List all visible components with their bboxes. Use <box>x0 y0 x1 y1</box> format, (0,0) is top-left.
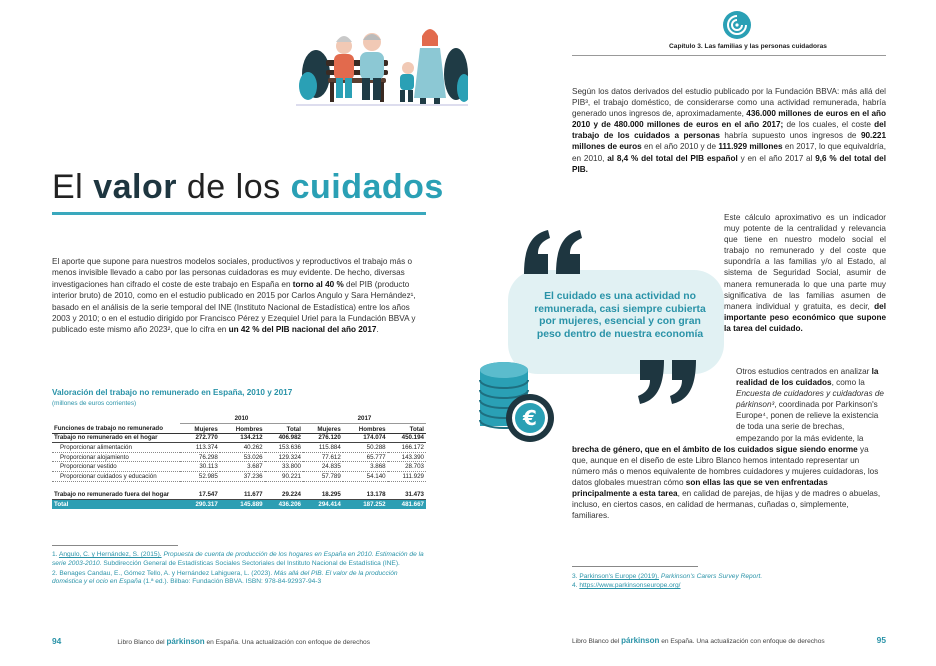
intro-text-2: del PIB (producto interior bruto) de 2010, como en el estudio publicado en 2015 por Carlos Angulo y Sara Hernández¹, basado en el análisis de la serie temporal del INE (Instituto Nacional de Estadística) entre los años 2003 y 2010; o en el estudio dirigido por Francisco Pérez y Ezequiel Uriel para la Fundación BBVA y publicado este mismo año 2023², que lo cifra en <box>52 279 416 335</box>
para1-bold: del trabajo de los cuidados a personas <box>572 120 887 141</box>
table-title: Valoración del trabajo no remunerado en España, 2010 y 2017 <box>52 388 293 397</box>
table-row <box>52 472 426 482</box>
footnote-rule <box>572 566 698 567</box>
para1-bold: al 8,4 % del total del PIB español <box>607 153 738 163</box>
title-rule <box>52 212 426 215</box>
table-subcol: Total <box>388 424 426 434</box>
table-row-label: Total <box>52 499 180 509</box>
intro-bold-2: un 42 % del PIB nacional del año 2017 <box>228 325 377 335</box>
table-cell: 37.236 <box>220 472 265 482</box>
table-cell: 3.868 <box>343 462 388 472</box>
footnotes-left <box>52 545 426 588</box>
table-cell: 54.140 <box>343 472 388 482</box>
table-cell: 28.703 <box>388 462 426 472</box>
table-row <box>52 462 426 472</box>
footnote-4-link[interactable]: https://www.parkinsonseurope.org/ <box>579 582 681 589</box>
table-cell: 3.687 <box>220 462 265 472</box>
para1-text: Según los datos derivados del estudio publicado por la Fundación BBVA: más allá del PIB³, el trabajo doméstico, de considerarse como una actividad remunerada, habría generado unos ingresos de, aproximadamente, <box>572 87 886 119</box>
footnote-4 <box>572 581 886 590</box>
table-cell: 481.667 <box>388 499 426 509</box>
table-cell: 129.324 <box>265 452 303 462</box>
table-subcol: Mujeres <box>180 424 220 434</box>
para1-bold: 9,6 % del total del PIB. <box>572 153 887 174</box>
table-cell: 115.884 <box>303 443 343 453</box>
para3-text: , como la <box>831 378 865 388</box>
footer-brand: párkinson <box>621 636 660 645</box>
data-table <box>52 414 426 509</box>
footer-left <box>52 636 442 646</box>
table-cell: 29.224 <box>265 481 303 499</box>
paragraph-1 <box>572 86 886 175</box>
title-part-2: valor <box>93 168 177 206</box>
table-row <box>52 433 426 443</box>
para1-text: de los cuales, el coste <box>783 120 875 130</box>
table-subcol: Hombres <box>343 424 388 434</box>
footer-text: Libro Blanco del <box>572 638 622 645</box>
page-number: 95 <box>876 635 886 645</box>
para3-text: , en calidad de parejas, de hijas y de madres o abuelas, incluso, en ciertos casos, en calidad de hermanas, cuñadas o, simplemente, familiares. <box>572 489 881 521</box>
para3-text: ya que, aunque en el diseño de este Libro Blanco hemos intentado representar un número más o menos equivalente de hombres cuidadores y mujeres cuidadoras, los datos globales muestran cómo <box>572 444 879 487</box>
table-cell: 436.206 <box>265 499 303 509</box>
footnote-number: 4. <box>572 582 580 589</box>
table-row-label: Trabajo no remunerado en el hogar <box>52 433 180 443</box>
footnote-3-title: Parkinson's Carers Survey Report. <box>660 573 763 580</box>
table-row <box>52 452 426 462</box>
page-title <box>52 168 444 207</box>
table-subcol: Mujeres <box>303 424 343 434</box>
spiral-logo-icon <box>722 10 752 40</box>
table-cell: 13.178 <box>343 481 388 499</box>
table-cell: 40.262 <box>220 443 265 453</box>
table-cell: 113.374 <box>180 443 220 453</box>
table-cell: 450.194 <box>388 433 426 443</box>
coins-float-space <box>572 366 736 442</box>
table-cell: 11.677 <box>220 481 265 499</box>
chapter-rule <box>572 55 886 56</box>
table-row-label: Proporcionar alimentación <box>52 443 180 453</box>
title-part-3: de los <box>176 168 291 206</box>
title-part-4: cuidados <box>290 168 444 206</box>
footnote-number: 2. <box>52 569 60 577</box>
table-year-2010: 2010 <box>180 414 303 424</box>
footnote-2-rest: (1.ª ed.). Bilbao: Fundación BBVA. ISBN: 978-84-92937-94-3 <box>143 578 322 586</box>
table-col-header: Funciones de trabajo no remunerado <box>52 414 180 433</box>
table-cell: 272.770 <box>180 433 220 443</box>
para1-text: y en el año 2017 al <box>737 153 816 163</box>
footnote-2-authors: Benages Candau, E., Gómez Tello, A. y Hernández Lahiguera, L. (2023). <box>59 569 273 577</box>
footnote-1-title: Propuesta de cuenta de producción de los hogares en España en 2010. Estimación de la serie 2003-2010. <box>52 551 424 567</box>
para3-text: , coordinada por Parkinson's Europe⁴, ponen de relieve la existencia de toda una serie de brechas, empezando por la más evidente, la <box>736 400 879 443</box>
table-cell: 24.835 <box>303 462 343 472</box>
table-cell: 166.172 <box>388 443 426 453</box>
footnote-2 <box>52 570 426 588</box>
table-row-label: Proporcionar vestido <box>52 462 180 472</box>
table-subcol: Hombres <box>220 424 265 434</box>
table-cell: 77.612 <box>303 452 343 462</box>
page-number: 94 <box>52 636 62 646</box>
para3-bold: la realidad de los cuidados <box>736 367 879 388</box>
table-cell: 294.414 <box>303 499 343 509</box>
table-subcol: Total <box>265 424 303 434</box>
para1-bold: 111.929 millones <box>718 142 783 152</box>
paragraph-3 <box>572 366 886 521</box>
footer-brand: párkinson <box>166 637 205 646</box>
right-page <box>468 0 936 666</box>
table-cell: 111.929 <box>388 472 426 482</box>
table-cell: 290.317 <box>180 499 220 509</box>
footnote-2-title: Más allá del PIB. El valor de la producción doméstica y el ocio en España <box>52 569 398 586</box>
para1-text: habría supuesto unos ingresos de <box>719 131 861 141</box>
table-cell: 90.221 <box>265 472 303 482</box>
intro-bold-1: torno al 40 % <box>292 279 344 289</box>
table-row-label: Trabajo no remunerado fuera del hogar <box>52 481 180 499</box>
para3-bold: brecha de género, que en el ámbito de los cuidados sigue siendo enorme <box>572 444 858 454</box>
table-row <box>52 443 426 453</box>
table-cell: 17.547 <box>180 481 220 499</box>
table-row <box>52 499 426 509</box>
footer-text: Libro Blanco del <box>117 639 167 646</box>
footer-text: en España. Una actualización con enfoque de derechos <box>659 638 825 645</box>
quote-open-icon <box>520 226 584 278</box>
table-cell: 143.390 <box>388 452 426 462</box>
table-body <box>52 433 426 509</box>
intro-text-1: El aporte que supone para nuestros modelos sociales, productivos y reproductivos el trabajo más o menos invisible llevado a cabo por las personas cuidadoras es muy evidente. De hecho, diversas investigaciones han cifrado el coste de este trabajo en España en <box>52 257 412 289</box>
table-cell: 76.298 <box>180 452 220 462</box>
para2-bold: del importante peso económico que supone la tarea del cuidado. <box>724 301 886 333</box>
footer-right <box>572 636 886 645</box>
table-year-2017: 2017 <box>303 414 426 424</box>
pull-quote: El cuidado es una actividad no remunerada, casi siempre cubierta por mujeres, esencial y con gran peso dentro de nuestra economía <box>534 291 706 340</box>
chapter-title: Capítulo 3. Las familias y las personas cuidadoras <box>669 43 827 50</box>
table-cell: 174.074 <box>343 433 388 443</box>
table-row-label: Proporcionar alojamiento <box>52 452 180 462</box>
footnote-1 <box>52 551 426 569</box>
para3-text: Otros estudios centrados en analizar <box>736 367 872 376</box>
table-cell: 57.789 <box>303 472 343 482</box>
table-cell: 153.636 <box>265 443 303 453</box>
footnote-3 <box>572 572 886 581</box>
footnotes-right <box>572 566 886 590</box>
footer-text: en España. Una actualización con enfoque de derechos <box>204 639 371 646</box>
para1-bold: 436.000 millones de euros en el año 2010 y de 480.000 millones de euros en el año 2017; <box>572 109 887 130</box>
family-illustration <box>296 4 472 108</box>
euro-coins-icon <box>476 356 560 444</box>
table-cell: 145.889 <box>220 499 265 509</box>
svg-text:€: € <box>523 406 537 430</box>
footnote-3-author[interactable]: Parkinson's Europe (2019). <box>579 573 660 580</box>
footnote-number: 1. <box>52 551 59 558</box>
table-cell: 18.295 <box>303 481 343 499</box>
table-cell: 406.982 <box>265 433 303 443</box>
footnote-number: 3. <box>572 573 580 580</box>
intro-text-3: . <box>376 325 379 335</box>
table-cell: 31.473 <box>388 481 426 499</box>
table-cell: 50.288 <box>343 443 388 453</box>
para3-bold: son ellas las que se ven enfrentadas principalmente a esta tarea <box>572 477 828 499</box>
footnote-1-authors[interactable]: Angulo, C. y Hernández, S. (2015). <box>58 551 162 558</box>
table-cell: 134.212 <box>220 433 265 443</box>
para2-text: Este cálculo aproximativo es un indicador muy potente de la centralidad y relevancia que tiene en nuestro modelo social el trabajo no remunerado y del coste que supondría a las familias y/o al Estado, al sistema de Seguridad Social, asumir de manera remunerada lo que una parte muy significativa de las familias asumen de manera individual y gratuita, es decir, <box>724 213 886 311</box>
footnote-1-rest: Subdirección General de Estadísticas Sociales Sectoriales del Instituto Nacional de Estadística (INE). <box>103 559 400 567</box>
table-cell: 65.777 <box>343 452 388 462</box>
para3-italic: Encuesta de cuidadores y cuidadoras de párkinson³ <box>736 389 884 410</box>
para1-text: en 2017, lo que equivaldría, en 2010, <box>572 142 886 163</box>
table-cell: 52.985 <box>180 472 220 482</box>
table-cell: 53.026 <box>220 452 265 462</box>
table-cell: 187.252 <box>343 499 388 509</box>
table-cell: 30.113 <box>180 462 220 472</box>
table-row <box>52 481 426 499</box>
intro-paragraph <box>52 256 426 336</box>
para1-bold: 90.221 millones de euros <box>572 131 886 152</box>
para1-text: en el año 2010 y de <box>641 142 719 152</box>
title-part-1: El <box>52 168 94 206</box>
table-cell: 33.800 <box>265 462 303 472</box>
table-subtitle: (millones de euros corrientes) <box>52 400 137 407</box>
table-cell: 276.120 <box>303 433 343 443</box>
footnote-rule <box>52 545 178 546</box>
table-row-label: Proporcionar cuidados y educación <box>52 472 180 482</box>
